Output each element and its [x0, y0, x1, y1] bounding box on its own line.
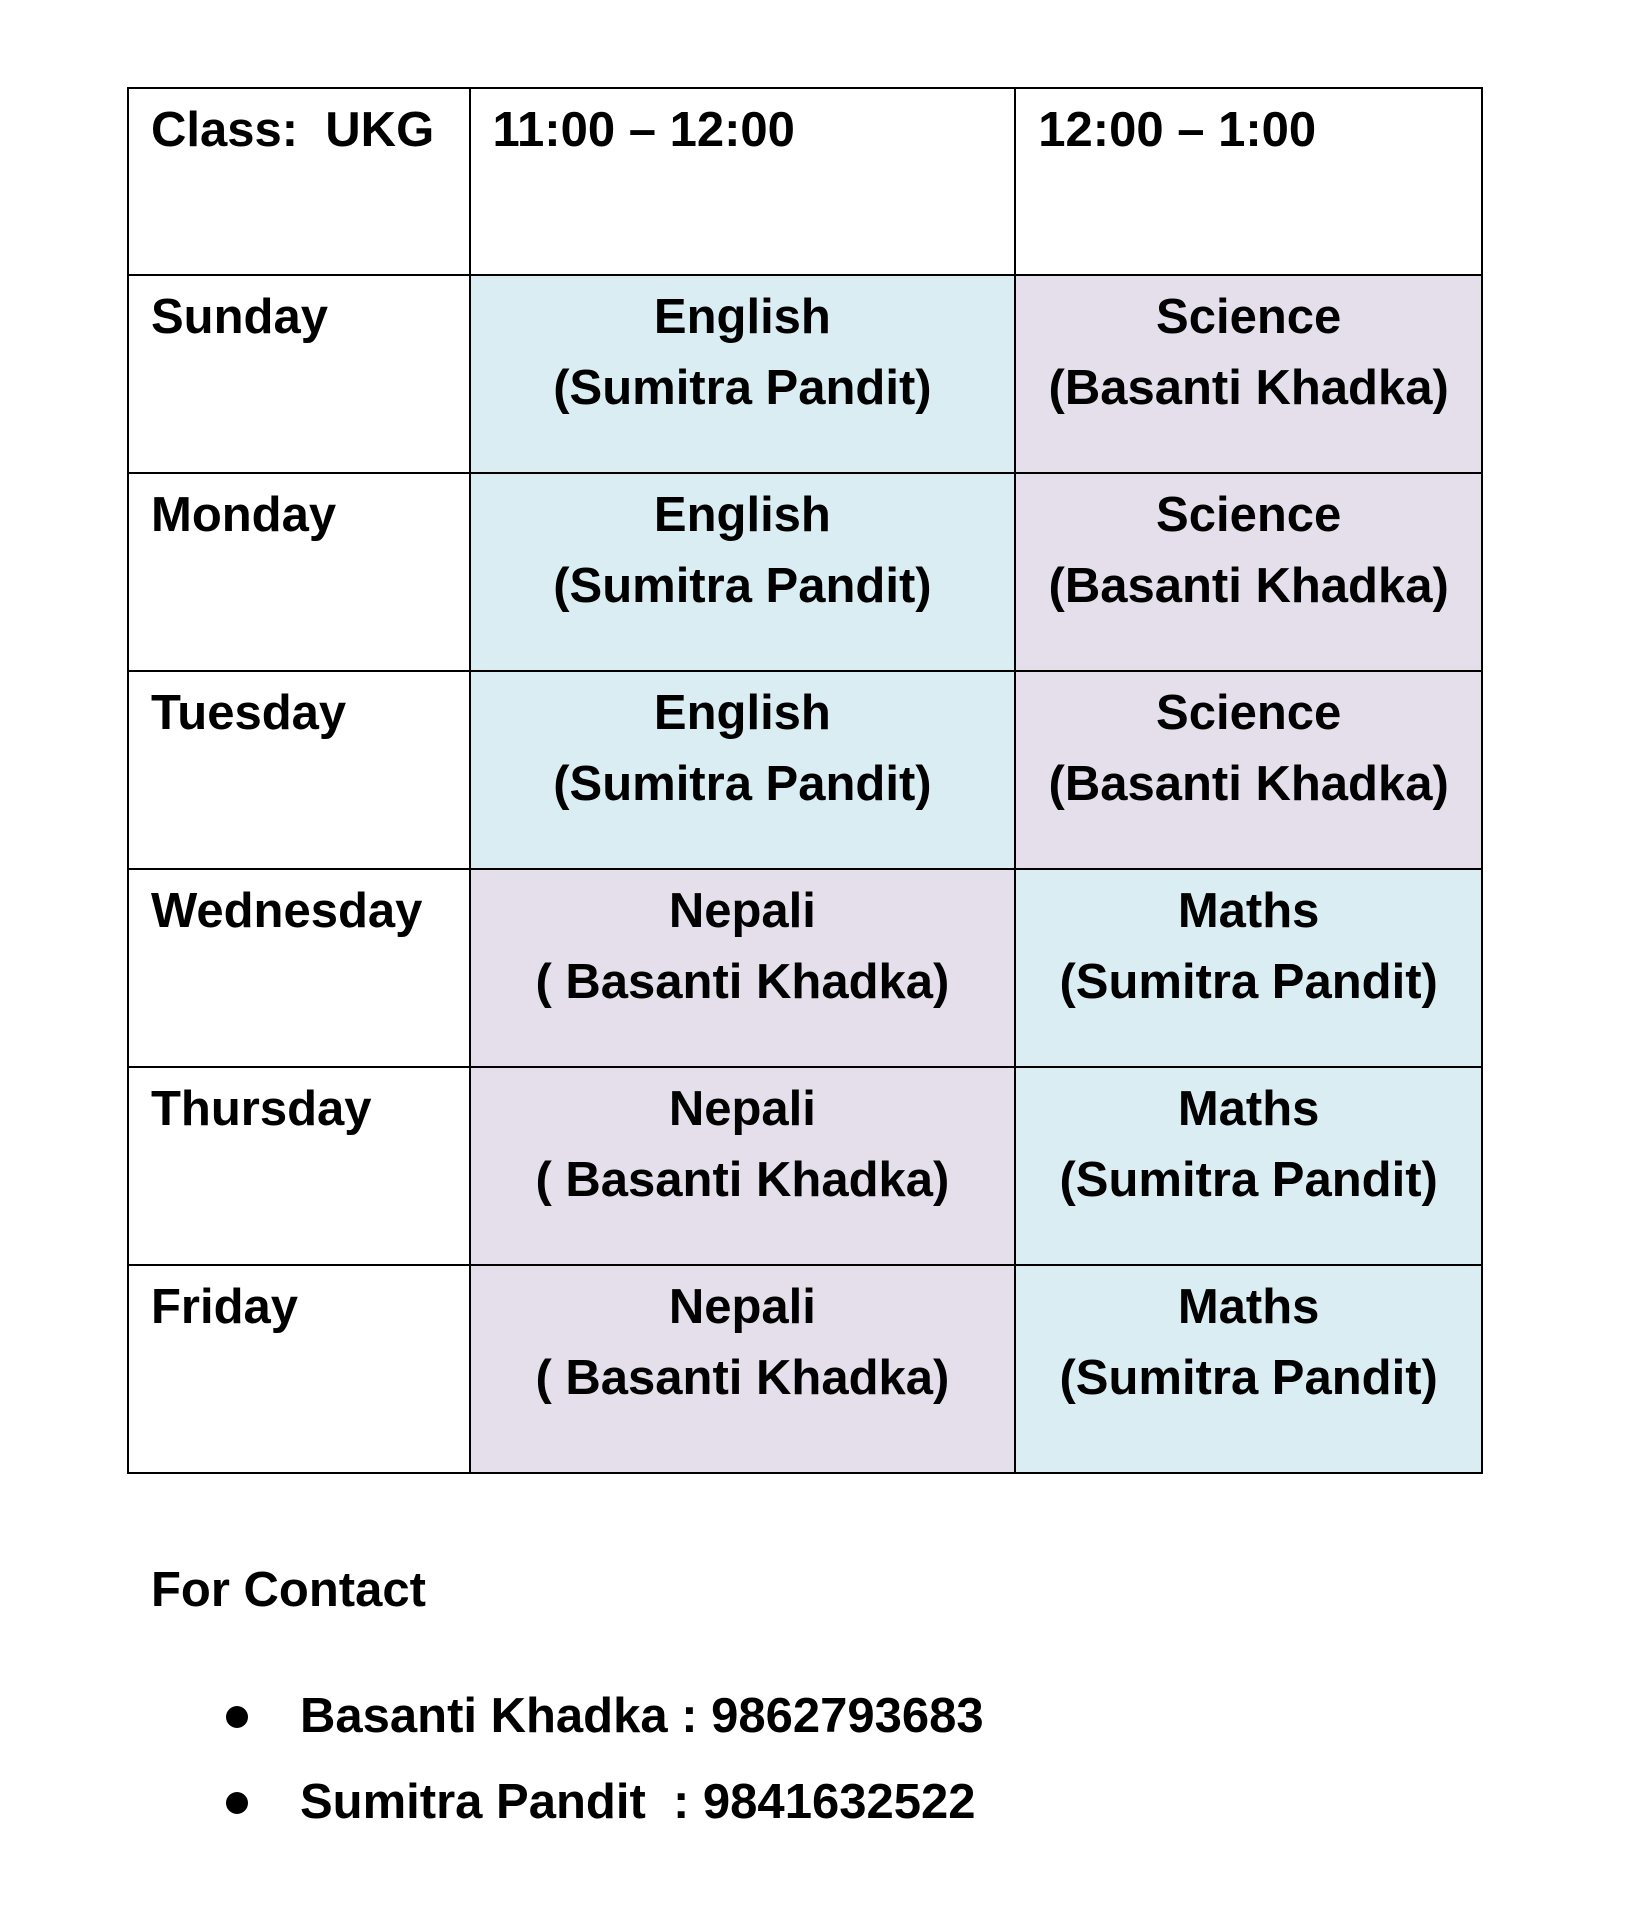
header-row	[128, 88, 1482, 275]
period-cell	[1015, 275, 1482, 473]
contact-text: Sumitra Pandit : 9841632522	[300, 1775, 976, 1829]
day-label: Thursday	[151, 1082, 372, 1136]
teacher-label: (Sumitra Pandit)	[1059, 955, 1438, 1009]
slot-header: 11:00 – 12:00	[492, 103, 795, 157]
slot-header-cell	[1015, 88, 1482, 275]
teacher-label: (Sumitra Pandit)	[553, 361, 932, 415]
period-cell	[1015, 1067, 1482, 1265]
day-label: Friday	[151, 1280, 299, 1334]
day-cell	[128, 1067, 470, 1265]
day-row-friday	[128, 1265, 1482, 1473]
period-cell	[1015, 473, 1482, 671]
subject-label: Maths	[1177, 884, 1320, 938]
class-label-cell	[128, 88, 470, 275]
period-cell	[470, 275, 1016, 473]
subject-label: Nepali	[668, 1082, 816, 1136]
slot-header-cell	[470, 88, 1016, 275]
subject-label: Nepali	[668, 884, 816, 938]
day-row-tuesday	[128, 671, 1482, 869]
teacher-label: (Sumitra Pandit)	[553, 757, 932, 811]
bullet-icon	[226, 1792, 248, 1814]
day-cell	[128, 275, 470, 473]
subject-label: Science	[1156, 686, 1342, 740]
subject-label: English	[653, 290, 831, 344]
teacher-label: ( Basanti Khadka)	[535, 955, 950, 1009]
period-cell	[470, 1067, 1016, 1265]
period-cell	[470, 1265, 1016, 1473]
day-label: Monday	[151, 488, 337, 542]
timetable	[127, 87, 1483, 1474]
day-cell	[128, 473, 470, 671]
period-cell	[470, 869, 1016, 1067]
teacher-label: (Sumitra Pandit)	[1059, 1351, 1438, 1405]
contact-text: Basanti Khadka : 9862793683	[300, 1689, 984, 1743]
subject-label: English	[653, 686, 831, 740]
subject-label: English	[653, 488, 831, 542]
subject-label: Maths	[1177, 1280, 1320, 1334]
period-cell	[1015, 671, 1482, 869]
period-cell	[470, 473, 1016, 671]
day-label: Tuesday	[151, 686, 347, 740]
day-row-thursday	[128, 1067, 1482, 1265]
day-label: Sunday	[151, 290, 328, 344]
period-cell	[1015, 869, 1482, 1067]
teacher-label: ( Basanti Khadka)	[535, 1153, 950, 1207]
day-label: Wednesday	[151, 884, 423, 938]
bullet-icon	[226, 1706, 248, 1728]
teacher-label: (Sumitra Pandit)	[553, 559, 932, 613]
period-cell	[1015, 1265, 1482, 1473]
day-row-wednesday	[128, 869, 1482, 1067]
slot-header: 12:00 – 1:00	[1038, 103, 1317, 157]
teacher-label: (Sumitra Pandit)	[1059, 1153, 1438, 1207]
teacher-label: ( Basanti Khadka)	[535, 1351, 950, 1405]
teacher-label: (Basanti Khadka)	[1048, 757, 1449, 811]
day-row-sunday	[128, 275, 1482, 473]
contact-heading: For Contact	[151, 1563, 426, 1617]
subject-label: Science	[1156, 488, 1342, 542]
class-label: Class: UKG	[151, 103, 435, 157]
teacher-label: (Basanti Khadka)	[1048, 559, 1449, 613]
teacher-label: (Basanti Khadka)	[1048, 361, 1449, 415]
day-cell	[128, 671, 470, 869]
day-cell	[128, 1265, 470, 1473]
day-row-monday	[128, 473, 1482, 671]
day-cell	[128, 869, 470, 1067]
subject-label: Science	[1156, 290, 1342, 344]
period-cell	[470, 671, 1016, 869]
subject-label: Maths	[1177, 1082, 1320, 1136]
subject-label: Nepali	[668, 1280, 816, 1334]
